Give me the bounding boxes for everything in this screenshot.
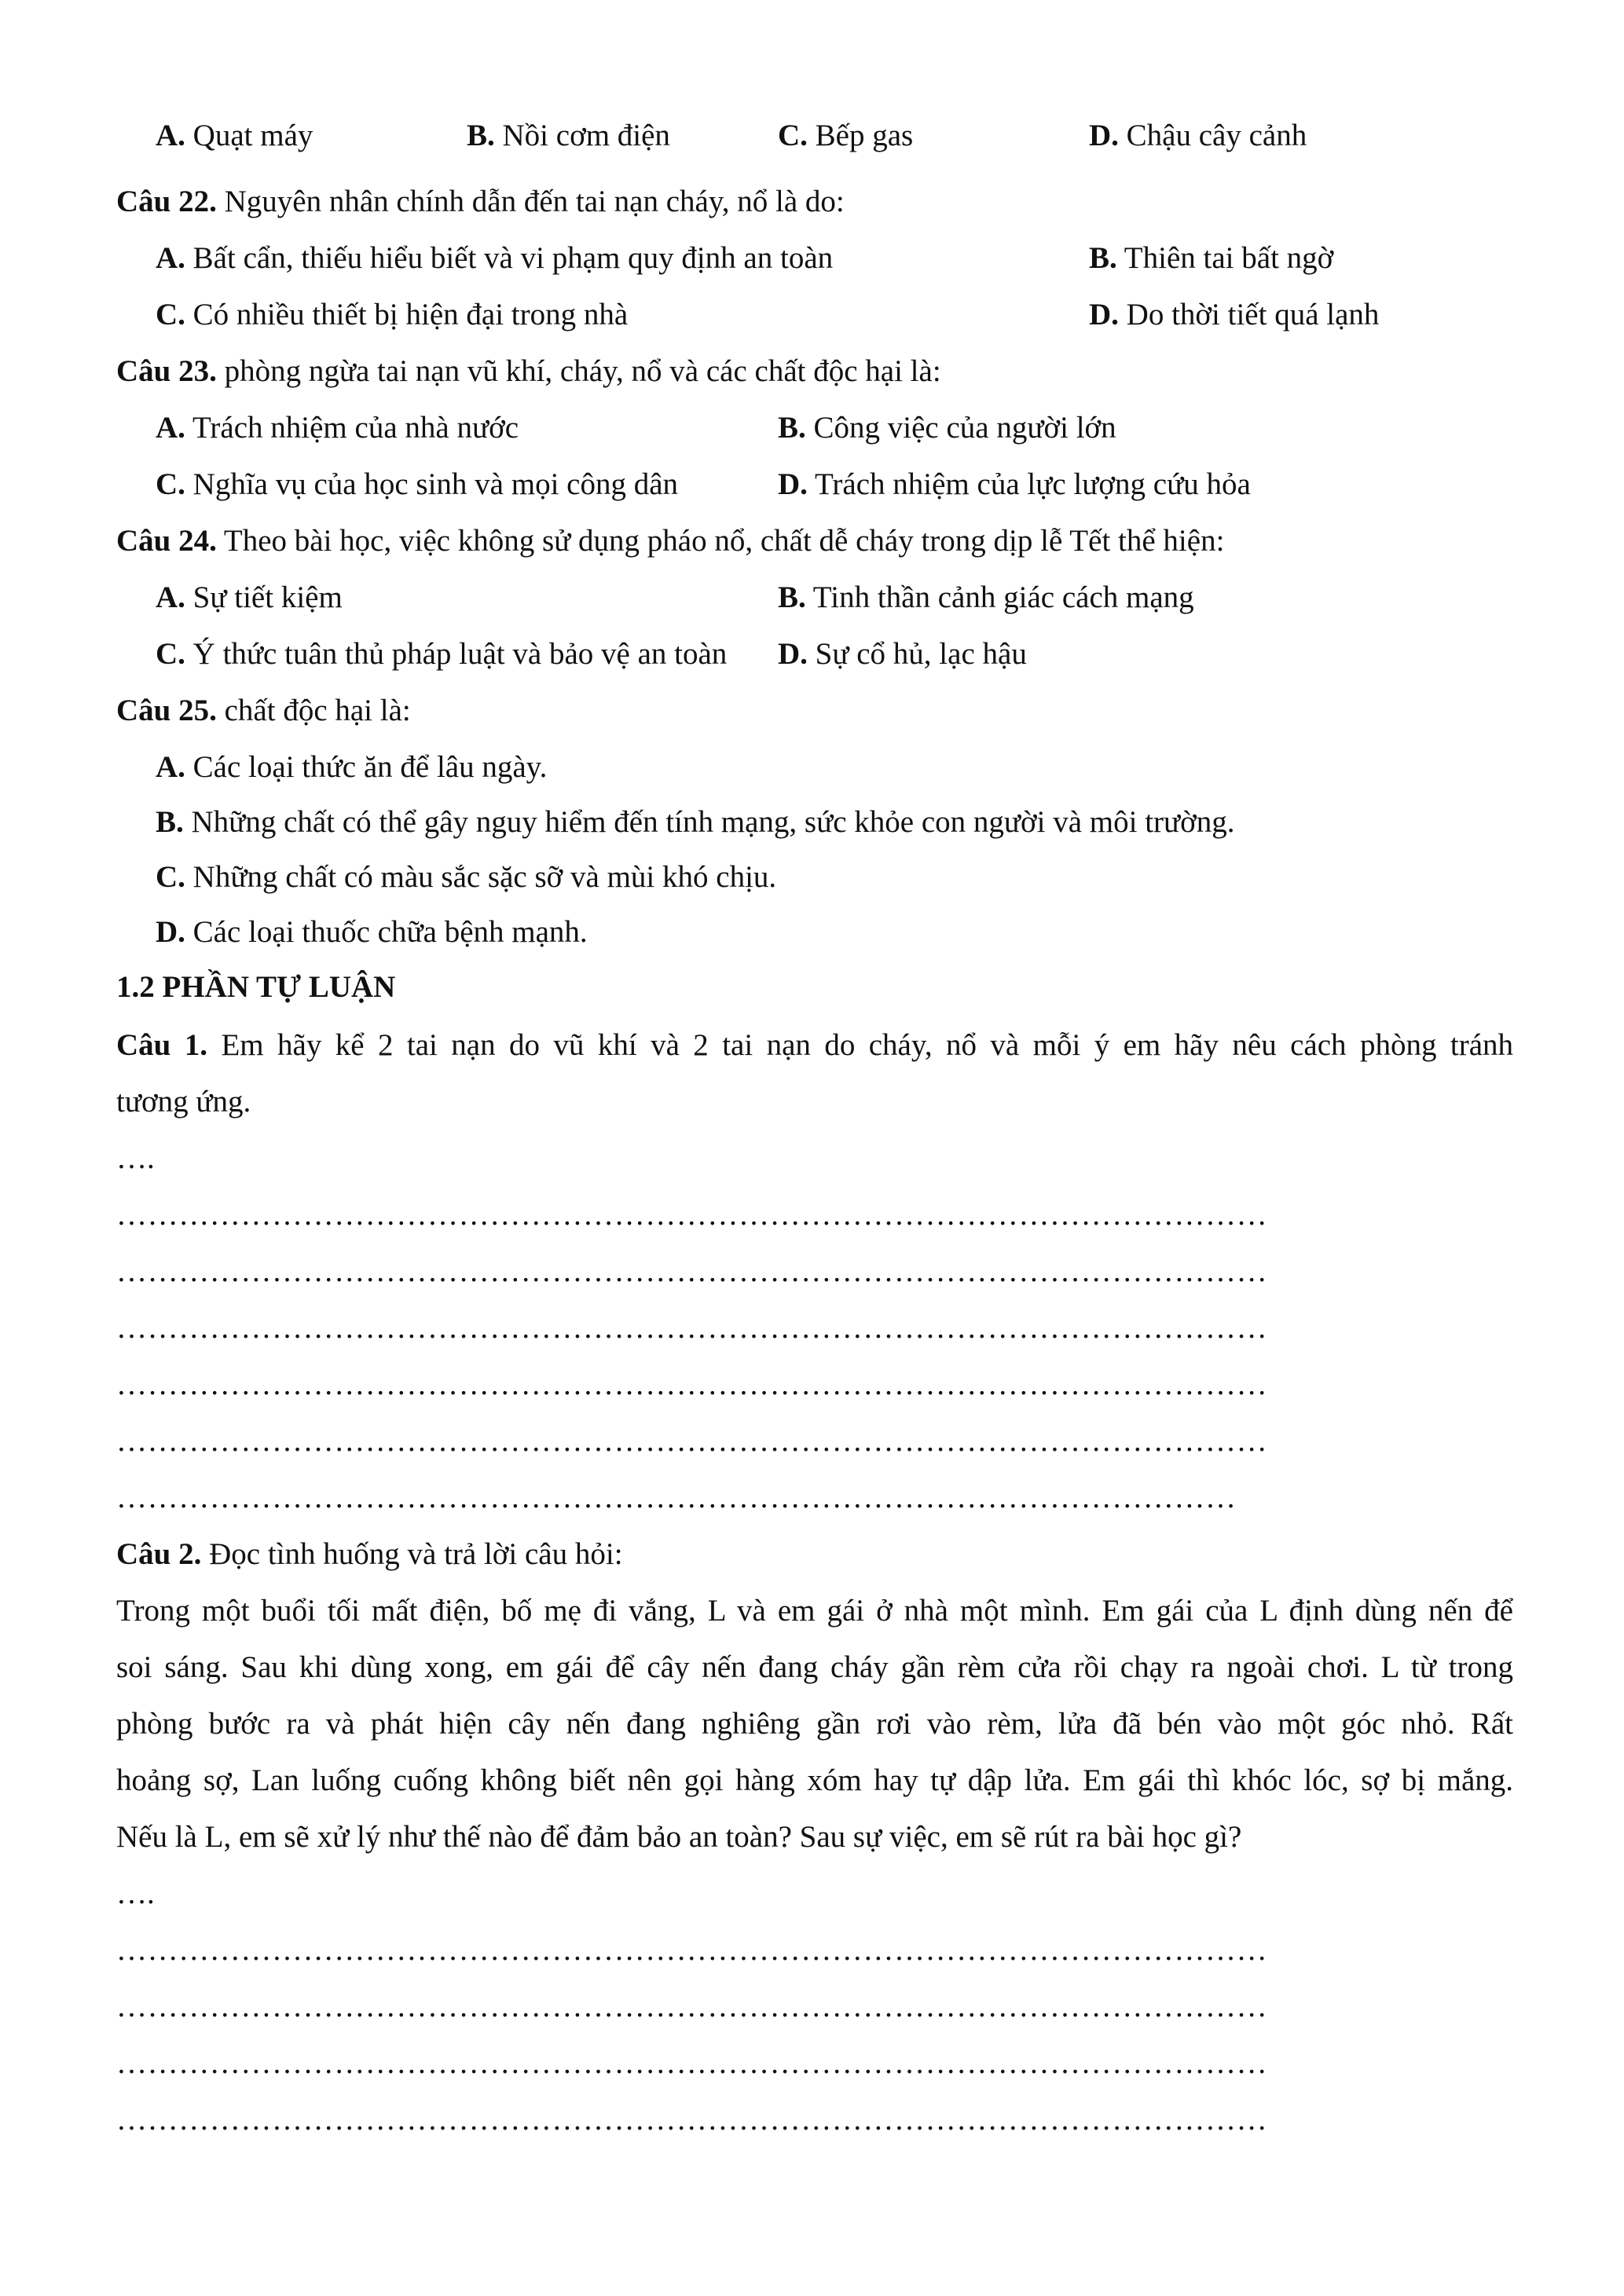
scenario-line: hoảng sợ, Lan luống cuống không biết nên gọi hàng xóm hay tự dập lửa. Em gái thì khóc lóc, sợ bị mắng. bbox=[116, 1763, 1513, 1797]
option-text: Tinh thần cảnh giác cách mạng bbox=[805, 580, 1194, 614]
q24-option-a bbox=[156, 578, 343, 617]
option-text: Do thời tiết quá lạnh bbox=[1118, 298, 1380, 331]
question-text: chất độc hại là: bbox=[216, 694, 411, 727]
q21-option-d bbox=[1089, 116, 1307, 156]
option-label: B. bbox=[467, 119, 495, 152]
option-label: D. bbox=[778, 467, 808, 501]
option-label: B. bbox=[156, 805, 184, 839]
question-23 bbox=[116, 352, 941, 391]
question-label: Câu 24. bbox=[116, 524, 217, 558]
option-label: C. bbox=[156, 298, 185, 331]
q23-option-b bbox=[778, 408, 1116, 448]
option-text: Trách nhiệm của lực lượng cứu hỏa bbox=[807, 467, 1251, 501]
q22-option-a bbox=[156, 239, 833, 278]
question-label: Câu 25. bbox=[116, 694, 217, 727]
q23-option-d bbox=[778, 465, 1251, 504]
q23-option-a bbox=[156, 408, 519, 448]
option-label: D. bbox=[778, 637, 808, 671]
section-heading: 1.2 PHẦN TỰ LUẬN bbox=[116, 970, 396, 1004]
scenario-line: Trong một buổi tối mất điện, bố mẹ đi vắng, L và em gái ở nhà một mình. Em gái của L định dùng nến để bbox=[116, 1594, 1513, 1628]
answer-line[interactable]: ………………………………………………………………………………………………… bbox=[116, 1254, 1268, 1288]
option-label: D. bbox=[1089, 119, 1119, 152]
question-label: Câu 22. bbox=[116, 185, 217, 218]
essay-question-1 bbox=[116, 1026, 1513, 1065]
option-label: C. bbox=[156, 467, 185, 501]
answer-line[interactable]: ………………………………………………………………………………………………… bbox=[116, 2046, 1268, 2080]
option-text: Có nhiều thiết bị hiện đại trong nhà bbox=[185, 298, 629, 331]
option-text: Bếp gas bbox=[807, 119, 914, 152]
option-text: Bất cẩn, thiếu hiểu biết và vi phạm quy định an toàn bbox=[185, 241, 834, 275]
option-text: Thiên tai bất ngờ bbox=[1116, 241, 1334, 275]
q22-option-c bbox=[156, 295, 628, 335]
option-label: D. bbox=[1089, 298, 1119, 331]
option-text: Quạt máy bbox=[185, 119, 313, 152]
q23-option-c bbox=[156, 465, 678, 504]
question-text: Em hãy kể 2 tai nạn do vũ khí và 2 tai nạn do cháy, nổ và mỗi ý em hãy nêu cách phòng tránh bbox=[207, 1028, 1514, 1062]
option-label: B. bbox=[778, 411, 806, 445]
answer-line[interactable]: ……………………………………………………………………………………………… bbox=[116, 1481, 1237, 1514]
option-label: A. bbox=[156, 411, 185, 445]
option-label: A. bbox=[156, 580, 185, 614]
scenario-line: phòng bước ra và phát hiện cây nến đang nghiêng gần rơi vào rèm, lửa đã bén vào một góc nhỏ. Rất bbox=[116, 1707, 1513, 1741]
essay-question-2 bbox=[116, 1535, 623, 1574]
q25-option-d bbox=[156, 913, 588, 952]
option-text: Nghĩa vụ của học sinh và mọi công dân bbox=[185, 467, 679, 501]
option-label: A. bbox=[156, 750, 185, 784]
option-label: D. bbox=[156, 915, 185, 949]
question-label: Câu 1. bbox=[116, 1028, 208, 1062]
option-text: Những chất có màu sắc sặc sỡ và mùi khó chịu. bbox=[185, 860, 777, 894]
answer-line[interactable]: ………………………………………………………………………………………………… bbox=[116, 1368, 1268, 1401]
q21-option-c bbox=[778, 116, 913, 156]
option-label: C. bbox=[778, 119, 808, 152]
question-text: Theo bài học, việc không sử dụng pháo nổ, chất dễ cháy trong dịp lễ Tết thể hiện: bbox=[216, 524, 1225, 558]
option-text: Các loại thức ăn để lâu ngày. bbox=[185, 750, 548, 784]
q24-option-d bbox=[778, 635, 1027, 674]
answer-line[interactable]: ………………………………………………………………………………………………… bbox=[116, 1990, 1268, 2023]
option-text: Trách nhiệm của nhà nước bbox=[185, 411, 519, 445]
question-text: Đọc tình huống và trả lời câu hỏi: bbox=[201, 1537, 623, 1571]
question-label: Câu 23. bbox=[116, 354, 217, 388]
question-text: Nguyên nhân chính dẫn đến tai nạn cháy, nổ là do: bbox=[216, 185, 845, 218]
scenario-line: Nếu là L, em sẽ xử lý như thế nào để đảm bảo an toàn? Sau sự việc, em sẽ rút ra bài học gì? bbox=[116, 1820, 1242, 1854]
question-25 bbox=[116, 691, 411, 731]
answer-line[interactable]: ………………………………………………………………………………………………… bbox=[116, 1311, 1268, 1345]
question-text: phòng ngừa tai nạn vũ khí, cháy, nổ và các chất độc hại là: bbox=[216, 354, 941, 388]
option-text: Nồi cơm điện bbox=[494, 119, 670, 152]
question-24 bbox=[116, 522, 1224, 561]
option-text: Các loại thuốc chữa bệnh mạnh. bbox=[185, 915, 588, 949]
q25-option-a bbox=[156, 748, 547, 787]
option-label: A. bbox=[156, 119, 185, 152]
answer-line[interactable]: ………………………………………………………………………………………………… bbox=[116, 1198, 1268, 1232]
option-label: B. bbox=[778, 580, 806, 614]
q22-option-d bbox=[1089, 295, 1379, 335]
option-label: C. bbox=[156, 637, 185, 671]
option-text: Công việc của người lớn bbox=[805, 411, 1116, 445]
option-text: Sự tiết kiệm bbox=[185, 580, 343, 614]
q24-option-c bbox=[156, 635, 727, 674]
option-label: B. bbox=[1089, 241, 1117, 275]
option-label: A. bbox=[156, 241, 185, 275]
option-text: Ý thức tuân thủ pháp luật và bảo vệ an toàn bbox=[185, 637, 728, 671]
question-22 bbox=[116, 182, 845, 222]
q25-option-b bbox=[156, 803, 1235, 842]
option-text: Sự cổ hủ, lạc hậu bbox=[807, 637, 1027, 671]
option-text: Chậu cây cảnh bbox=[1118, 119, 1307, 152]
scenario-line: soi sáng. Sau khi dùng xong, em gái để cây nến đang cháy gần rèm cửa rồi chạy ra ngoài chơi. L từ trong bbox=[116, 1650, 1513, 1684]
short-dots: …. bbox=[116, 1141, 155, 1175]
q21-option-b bbox=[467, 116, 670, 156]
q24-option-b bbox=[778, 578, 1194, 617]
answer-line[interactable]: ………………………………………………………………………………………………… bbox=[116, 1933, 1268, 1967]
option-text: Những chất có thể gây nguy hiểm đến tính mạng, sức khỏe con người và môi trường. bbox=[183, 805, 1235, 839]
option-label: C. bbox=[156, 860, 185, 894]
q22-option-b bbox=[1089, 239, 1333, 278]
q25-option-c bbox=[156, 858, 776, 897]
answer-line[interactable]: ………………………………………………………………………………………………… bbox=[116, 1424, 1268, 1458]
q21-option-a bbox=[156, 116, 313, 156]
short-dots: …. bbox=[116, 1877, 155, 1910]
answer-line[interactable]: ………………………………………………………………………………………………… bbox=[116, 2103, 1268, 2137]
essay-question-1-cont: tương ứng. bbox=[116, 1085, 251, 1119]
question-label: Câu 2. bbox=[116, 1537, 202, 1571]
